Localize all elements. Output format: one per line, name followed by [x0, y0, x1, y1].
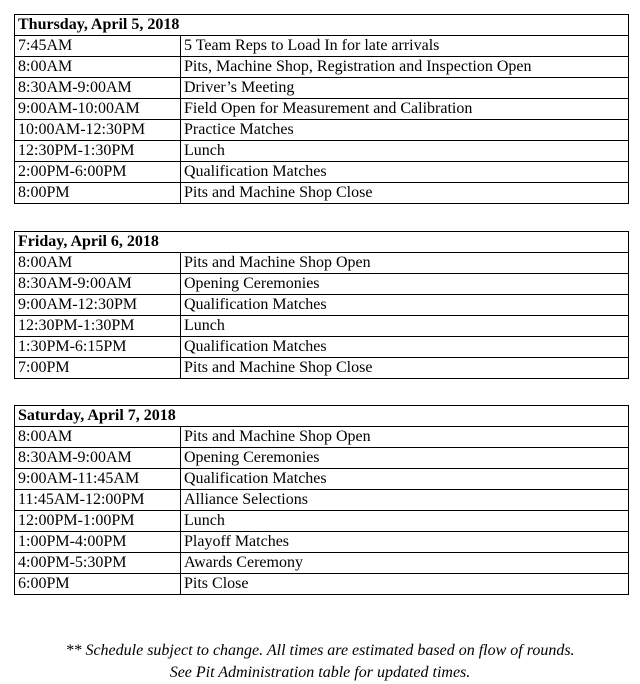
time-cell: 8:00AM: [15, 57, 181, 78]
time-cell: 9:00AM-10:00AM: [15, 99, 181, 120]
table-row: [15, 141, 629, 162]
day-title: Saturday, April 7, 2018: [15, 406, 629, 427]
time-cell: 8:30AM-9:00AM: [15, 448, 181, 469]
event-cell: Lunch: [181, 316, 629, 337]
time-cell: 8:30AM-9:00AM: [15, 78, 181, 99]
table-row: [15, 532, 629, 553]
footnote-line-2: See Pit Administration table for updated times.: [169, 664, 471, 681]
saturday-schedule-table: [14, 405, 629, 595]
table-row: [15, 511, 629, 532]
day-header-row: [15, 232, 629, 253]
time-cell: 8:30AM-9:00AM: [15, 274, 181, 295]
time-cell: 7:00PM: [15, 358, 181, 379]
time-cell: 10:00AM-12:30PM: [15, 120, 181, 141]
table-row: [15, 574, 629, 595]
time-cell: 8:00AM: [15, 427, 181, 448]
table-row: [15, 253, 629, 274]
table-row: [15, 469, 629, 490]
table-row: [15, 99, 629, 120]
time-cell: 1:00PM-4:00PM: [15, 532, 181, 553]
event-cell: Qualification Matches: [181, 337, 629, 358]
event-cell: Lunch: [181, 141, 629, 162]
event-cell: Pits Close: [181, 574, 629, 595]
day-title: Friday, April 6, 2018: [15, 232, 629, 253]
day-header-row: [15, 15, 629, 36]
day-title: Thursday, April 5, 2018: [15, 15, 629, 36]
event-cell: Practice Matches: [181, 120, 629, 141]
event-cell: Qualification Matches: [181, 295, 629, 316]
time-cell: 12:00PM-1:00PM: [15, 511, 181, 532]
thursday-schedule-table: [14, 14, 629, 204]
time-cell: 1:30PM-6:15PM: [15, 337, 181, 358]
event-cell: Pits and Machine Shop Close: [181, 183, 629, 204]
table-row: [15, 490, 629, 511]
time-cell: 8:00AM: [15, 253, 181, 274]
event-cell: Qualification Matches: [181, 469, 629, 490]
table-row: [15, 295, 629, 316]
time-cell: 11:45AM-12:00PM: [15, 490, 181, 511]
table-row: [15, 427, 629, 448]
event-cell: Pits and Machine Shop Open: [181, 427, 629, 448]
time-cell: 12:30PM-1:30PM: [15, 141, 181, 162]
time-cell: 2:00PM-6:00PM: [15, 162, 181, 183]
time-cell: 9:00AM-11:45AM: [15, 469, 181, 490]
time-cell: 4:00PM-5:30PM: [15, 553, 181, 574]
time-cell: 7:45AM: [15, 36, 181, 57]
footnote-line-1: ** Schedule subject to change. All times are estimated based on flow of rounds.: [65, 642, 575, 659]
event-cell: 5 Team Reps to Load In for late arrivals: [181, 36, 629, 57]
table-row: [15, 337, 629, 358]
table-row: [15, 120, 629, 141]
event-cell: Pits and Machine Shop Open: [181, 253, 629, 274]
event-cell: Lunch: [181, 511, 629, 532]
table-row: [15, 316, 629, 337]
time-cell: 9:00AM-12:30PM: [15, 295, 181, 316]
time-cell: 6:00PM: [15, 574, 181, 595]
event-cell: Alliance Selections: [181, 490, 629, 511]
event-cell: Driver’s Meeting: [181, 78, 629, 99]
event-cell: Qualification Matches: [181, 162, 629, 183]
time-cell: 8:00PM: [15, 183, 181, 204]
table-row: [15, 78, 629, 99]
event-cell: Opening Ceremonies: [181, 448, 629, 469]
time-cell: 12:30PM-1:30PM: [15, 316, 181, 337]
table-row: [15, 358, 629, 379]
table-row: [15, 553, 629, 574]
table-row: [15, 183, 629, 204]
table-row: [15, 36, 629, 57]
table-row: [15, 57, 629, 78]
table-row: [15, 448, 629, 469]
event-cell: Opening Ceremonies: [181, 274, 629, 295]
event-cell: Field Open for Measurement and Calibration: [181, 99, 629, 120]
table-row: [15, 274, 629, 295]
event-cell: Pits, Machine Shop, Registration and Inspection Open: [181, 57, 629, 78]
friday-schedule-table: [14, 231, 629, 379]
event-cell: Awards Ceremony: [181, 553, 629, 574]
table-row: [15, 162, 629, 183]
event-cell: Playoff Matches: [181, 532, 629, 553]
day-header-row: [15, 406, 629, 427]
event-cell: Pits and Machine Shop Close: [181, 358, 629, 379]
schedule-footnote: [0, 640, 640, 684]
